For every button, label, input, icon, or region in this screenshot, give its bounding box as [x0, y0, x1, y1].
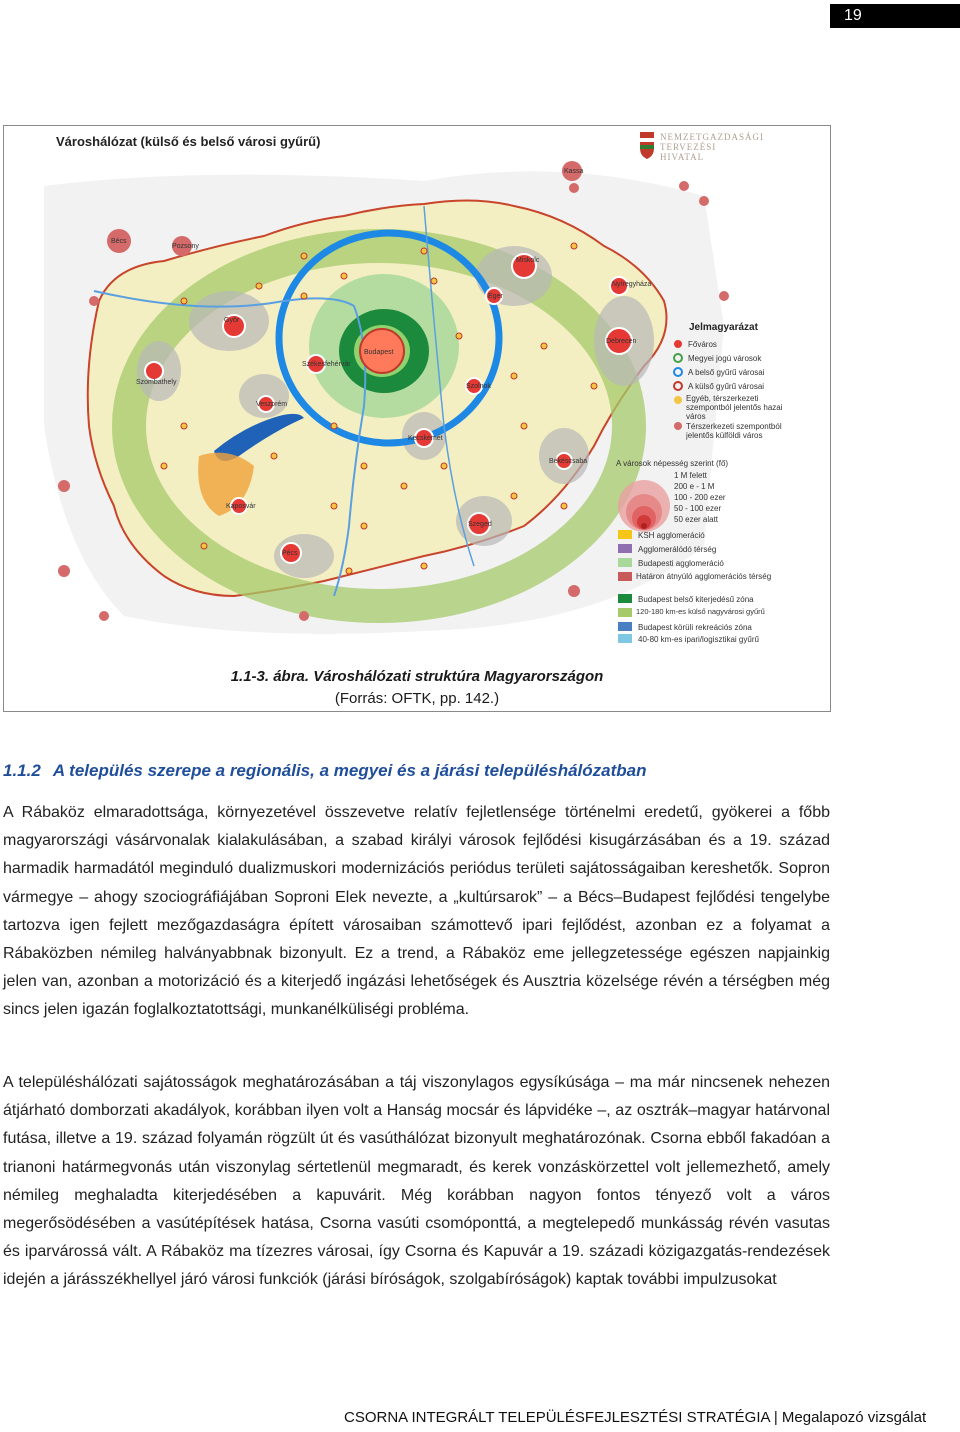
- legend-size-1: 200 e - 1 M: [674, 482, 715, 491]
- city-label-bekescsaba: Békéscsaba: [549, 458, 588, 465]
- city-label-kassa: Kassa: [564, 168, 584, 175]
- city-label-pecs: Pécs: [282, 550, 298, 557]
- legend-area-1: Agglomerálódó térség: [638, 545, 717, 554]
- city-label-kecskemet: Kecskemét: [408, 435, 443, 442]
- page-number: 19: [830, 4, 960, 28]
- figure: [3, 125, 831, 712]
- legend-area-6: Budapest körüli rekreációs zóna: [638, 623, 752, 632]
- legend-area-2: Budapesti agglomeráció: [638, 559, 724, 568]
- city-label-nyiregyhaza: Nyíregyháza: [612, 281, 652, 288]
- legend-size-circles: [618, 480, 670, 532]
- city-label-budapest: Budapest: [364, 349, 394, 356]
- legend-area-7: 40-80 km-es ipari/logisztikai gyűrű: [638, 635, 759, 644]
- map-title: Városhálózat (külső és belső városi gyűrű): [56, 134, 321, 149]
- legend-area-5: 120-180 km-es külső nagyvárosi gyűrű: [636, 608, 765, 616]
- city-label-veszprem: Veszprém: [256, 401, 288, 408]
- legend-size-0: 1 M felett: [674, 471, 707, 480]
- city-label-debrecen: Debrecen: [606, 338, 637, 345]
- city-label-pozsony: Pozsony: [172, 243, 199, 250]
- legend-title: Jelmagyarázat: [689, 322, 758, 333]
- city-label-eger: Eger: [488, 293, 503, 300]
- section-heading: [3, 761, 833, 781]
- city-label-kaposvar: Kaposvár: [226, 503, 256, 510]
- city-label-miskolc: Miskolc: [516, 257, 540, 264]
- legend-size-title: A városok népesség szerint (fő): [616, 459, 729, 468]
- section-number: 1.1.2: [3, 761, 41, 780]
- legend-item-0: Főváros: [688, 340, 717, 349]
- legend-item-3: A külső gyűrű városai: [688, 382, 765, 391]
- city-label-gyor: Győr: [224, 317, 240, 324]
- hungary-city-network-map: [4, 126, 830, 646]
- legend-area-4: Budapest belső kiterjedésű zóna: [638, 595, 754, 604]
- figure-caption-source: (Forrás: OFTK, pp. 142.): [334, 690, 500, 707]
- section-title: A település szerepe a regionális, a megyei és a járási településhálózatban: [52, 761, 647, 780]
- paragraph-2: A településhálózati sajátosságok meghatározásában a táj viszonylagos egysíkúsága – ma már nincsenek nehezen átjárható domborzati akadályok, korábban ilyen volt a Hanság mocsár és lápvidéke –, az osztrák–magyar határvonal futása, illetve a 19. század folyamán rögzült út és vasúthálózat bizonyult meghatározónak. Csorna ebből fakadóan a trianoni határmegvonás után viszonylag sértetlenül megmaradt, és kerek vonzáskörzettel volt jellemezhető, amely némileg meghaladta kiterjedésében a kapuvárit. Még korábban nagyon fontos tényező volt a város megerősödésében a vasútépítések hatása, Csorna vasúti csomóponttá, a megtelepedő munkásság révén vasutas és iparvárossá vált. A Rábaköz ma tízezres városai, így Csorna és Kapuvár a 19. századi közigazgatás-rendezések idején a járásszékhellyel járó városi funkciók (járási bíróságok, szolgabíróságok) kaptak további impulzusokat: [3, 1074, 830, 1289]
- legend-size-3: 50 - 100 ezer: [674, 504, 722, 513]
- legend-area-3: Határon átnyúló agglomerációs térség: [636, 572, 772, 581]
- city-label-szombathely: Szombathely: [136, 379, 177, 386]
- legend-item-5: Térszerkezeti szempontból jelentős külföldi város: [686, 422, 782, 440]
- city-label-szolnok: Szolnok: [466, 383, 491, 390]
- logo-line-3: HIVATAL: [660, 152, 705, 162]
- legend-size-2: 100 - 200 ezer: [674, 493, 726, 502]
- city-label-szeged: Szeged: [468, 521, 492, 528]
- legend-area-0: KSH agglomeráció: [638, 531, 705, 540]
- nth-logo-icon: [640, 132, 654, 159]
- legend-item-4: Egyéb, térszerkezeti szempontból jelentős hazai város: [686, 394, 783, 421]
- logo-line-2: TERVEZÉSI: [660, 142, 717, 152]
- city-label-becs: Bécs: [111, 238, 127, 245]
- logo-line-1: NEMZETGAZDASÁGI: [660, 132, 764, 142]
- paragraph-1: A Rábaköz elmaradottsága, környezetével összevetve relatív fejletlensége történelmi eredetű, gyökerei a főbb magyarországi vásárvonalak kialakulásában, a szabad királyi városok fejlődési kisugárzásában és a 19. század harmadik harmadától meginduló dualizmuskori modernizációs periódus területi sajátosságaiban kereshetők. Sopron vármegye – ahogy szociográfiájában Soproni Elek nevezte, a „kultúrsarok” – a Bécs–Budapest fejlődési tengelybe tartozva igen fejlett mezőgazdaságra épített városaiban számottevő ipari fejlődést, azonban ez a folyamat a Rábaközben némileg halványabbnak bizonyult. Ez a trend, a Rábaköz eme jellegzetessége egészen napjainkig jelen van, azonban a motorizáció és a kiterjedő ingázási lehetőségek és Ausztria közelsége révén a térségben még sincs jelen igazán foglalkoztatottsági, munkanélküliségi probléma.: [3, 804, 830, 1019]
- figure-caption-title: 1.1-3. ábra. Városhálózati struktúra Magyarországon: [230, 668, 604, 685]
- legend-item-2: A belső gyűrű városai: [688, 368, 765, 377]
- legend-item-1: Megyei jogú városok: [688, 354, 762, 363]
- city-label-szekesfehervar: Székesfehérvár: [302, 361, 351, 368]
- page-footer: CSORNA INTEGRÁLT TELEPÜLÉSFEJLESZTÉSI STRATÉGIA | Megalapozó vizsgálat: [344, 1409, 927, 1426]
- legend-size-4: 50 ezer alatt: [674, 515, 719, 524]
